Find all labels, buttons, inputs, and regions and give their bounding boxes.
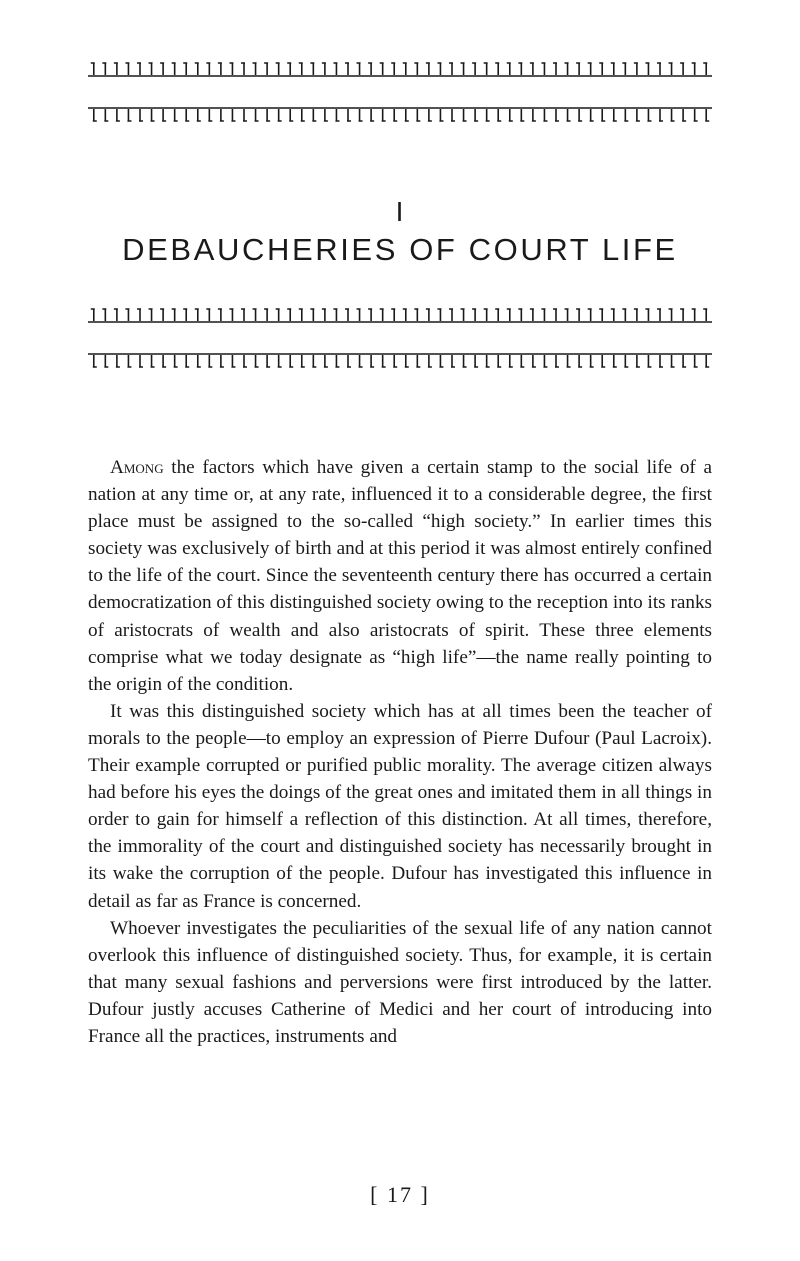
ornament-border-top-2 bbox=[88, 102, 712, 128]
paragraph-text: the factors which have given a certain stamp to the social life of a nation at any time or, at any rate, influenced it to a considerable degree, the first place must be assigned to the so-called “high society.” In earlier times this society was exclusively of birth and at this period it was almost entirely confined to the life of the court. Since the seventeenth century there has occurred a certain democratization of this distinguished society owing to the reception into its ranks of aristocrats of wealth and also aristocrats of spirit. These three elements comprise what we today designate as “high life”—the name really pointing to the origin of the condition. bbox=[88, 457, 713, 695]
ornament-border-bottom-2 bbox=[88, 348, 712, 374]
paragraph-3: Whoever investigates the peculiarities of the sexual life of any nation cannot overlook this influence of distinguished society. Thus, for example, it is certain that many sexual fashions and perversions were first introduced by the latter. Dufour justly accuses Catherine of Medici and her court of introducing into France all the practices, instruments and bbox=[88, 917, 712, 1047]
body-text bbox=[88, 454, 712, 1050]
chapter-number: I bbox=[395, 196, 405, 227]
paragraph-1 bbox=[88, 454, 712, 698]
ornament-border-bottom-1 bbox=[88, 302, 712, 328]
ornament-glyph-row bbox=[88, 348, 712, 374]
ornament-glyph-row bbox=[88, 102, 712, 128]
paragraph-2: It was this distinguished society which has at all times been the teacher of morals to the people—to employ an expression of Pierre Dufour (Paul Lacroix). Their example corrupted or purified public morality. The average citizen always had before his eyes the doings of the great ones and imitated them in all things in order to gain for himself a reflection of this distinction. At all times, therefore, the immorality of the court and distinguished society has necessarily brought in its wake the corruption of the people. Dufour has investigated this influence in detail as far as France is concerned. bbox=[88, 700, 712, 912]
chapter-title: DEBAUCHERIES OF COURT LIFE bbox=[122, 232, 678, 267]
ornament-glyph-row bbox=[88, 302, 712, 328]
ornament-border-top-1 bbox=[88, 56, 712, 82]
paragraph-lead-word: Among bbox=[110, 457, 164, 478]
ornament-glyph-row bbox=[88, 56, 712, 82]
page-number: [ 17 ] bbox=[370, 1182, 430, 1207]
